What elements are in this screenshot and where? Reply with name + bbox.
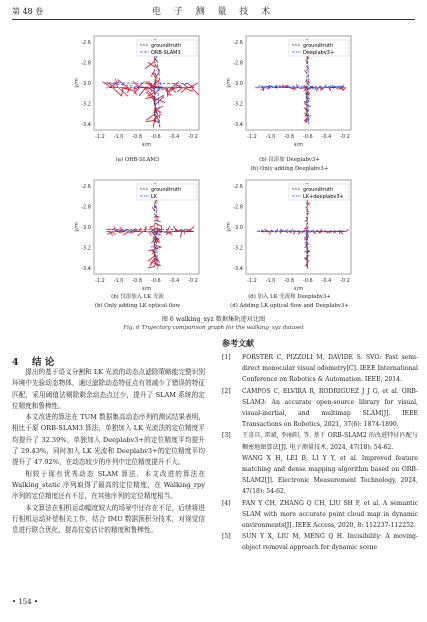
x-tick-label: -0.6 <box>302 134 313 140</box>
reference-number: [3] <box>222 432 231 440</box>
section-number: 4 <box>12 357 19 368</box>
reference-text: CAMPOS C, ELVIRA R, RODRIGUEZ J J G, et al. ORB-SLAM3: An accurate open-source library for visual, visual-inertial, and multimap SLAM[J]. IEEE Transactions on Robotics, 2021, 37(6): 1874-1890. <box>242 387 418 429</box>
reference-text: 王喜旦, 雷斌, 李丽阳, 等. 基于 ORB-SLAM2 的改进特征匹配与稠密地图算法[J]. 电子测量技术, 2024, 47(18): 54-62. <box>242 432 418 451</box>
panel-b-caption-cn: (b) 仅添加 Deeplabv3+ <box>259 157 320 163</box>
reference-text: FAN Y CH, ZHANG Q CH, LIU SH F, et al. A semantic SLAM with more accurate point cloud map in dynamic environments[J]. IEEE Access, 2020, 8: 112237-112252. <box>242 499 418 530</box>
x-axis-label: x/m <box>293 286 304 292</box>
legend-label: groundtruth <box>303 187 334 193</box>
trajectory-plot-a <box>70 28 205 152</box>
conclusion-paragraph: 提出的基于语义分割和 LK 光流的动态点滤除策略能完整识别环境中先验动态物体，通过滤除动态特征点有效减少了错误的特征匹配，采用阈值法剔除剩余动态点过少，提升了 SLAM 系统的定位精度和鲁棒性。 <box>12 368 205 410</box>
trajectory-plot-b <box>222 28 357 152</box>
y-tick-label: -3.2 <box>233 101 243 108</box>
x-axis-label: x/m <box>293 142 304 148</box>
y-axis-label: y/m <box>74 78 80 88</box>
y-tick-label: -2.6 <box>81 40 91 46</box>
conclusion-paragraph: 相较于现有优秀动态 SLAM 算法，本文改进的算法在 Walking_static 序列取得了最高的定位精度，在 Walking_rpy 序列的定位精度还有不足，在其他序列的定位精度相当。 <box>12 469 205 501</box>
y-tick-label: -3.4 <box>233 122 243 128</box>
panel-d-caption-en: (d) Adding LK optical flow and Deeplabv3+ <box>230 303 349 309</box>
x-tick-label: -0.8 <box>132 278 143 284</box>
x-tick-label: -0.2 <box>188 134 198 140</box>
x-tick-label: -1.0 <box>265 278 276 284</box>
panel-a-caption: (a) ORB-SLAM3 <box>115 157 160 163</box>
x-tick-label: -0.2 <box>340 278 350 284</box>
legend-label: LK <box>151 194 158 200</box>
x-tick-label: -0.8 <box>132 134 143 140</box>
x-tick-label: -0.6 <box>150 134 161 140</box>
x-tick-label: -1.0 <box>113 278 124 284</box>
x-tick-label: -1.2 <box>247 278 257 284</box>
panel-c-caption-cn: (b) 仅添加入 LK 光流 <box>111 294 164 300</box>
x-tick-label: -0.8 <box>284 278 295 284</box>
page-number: • 154 • <box>12 598 39 606</box>
x-tick-label: -0.2 <box>340 134 350 140</box>
error-segment <box>306 226 307 227</box>
panel-d-caption-cn: (d) 加入 LK 光流和 Deeplabv3+ <box>248 294 331 300</box>
page-header <box>12 4 415 18</box>
legend-label: LK+deeplabv3+ <box>303 194 344 200</box>
x-tick-label: -0.4 <box>169 134 180 140</box>
y-tick-label: -3.4 <box>233 266 243 272</box>
y-tick-label: -3.4 <box>81 266 91 272</box>
y-tick-label: -2.6 <box>233 40 243 46</box>
section-title: 结 论 <box>31 357 55 368</box>
y-tick-label: -2.8 <box>233 204 243 211</box>
references-heading: 参考文献 <box>222 338 254 348</box>
y-tick-label: -2.8 <box>233 60 243 67</box>
x-tick-label: -0.2 <box>188 278 198 284</box>
reference-list <box>222 352 418 554</box>
legend-label: Deeplabv3+ <box>303 50 335 56</box>
y-axis-label: y/m <box>226 78 232 88</box>
x-axis-label: x/m <box>141 142 152 148</box>
reference-number: [1] <box>222 354 231 361</box>
reference-text: FORSTER C, PIZZOLI M, DAVIDE S. SVO: Fast semi-direct monocular visual odometry[C]. IEEE International Conference on Robotics & Automation. IEEE, 2014. <box>242 354 418 384</box>
error-segment <box>184 232 185 235</box>
x-tick-label: -0.4 <box>321 278 332 284</box>
x-tick-label: -0.6 <box>302 278 313 284</box>
plot-svg <box>70 172 205 296</box>
y-tick-label: -2.6 <box>233 184 243 190</box>
y-axis-label: y/m <box>226 222 232 232</box>
plot-svg <box>222 172 357 296</box>
x-tick-label: -1.0 <box>265 134 276 140</box>
x-axis-label: x/m <box>141 286 152 292</box>
y-tick-label: -3.2 <box>81 245 91 252</box>
y-tick-label: -2.8 <box>81 204 91 211</box>
figure-caption: 图 6 walking_xyz 数据集轨迹对比图 <box>161 316 266 323</box>
plot-svg <box>70 28 205 152</box>
reference-item <box>222 352 418 386</box>
figure-caption-en: Fig. 6 Trajectory comparison graph for the walking_xyz dataset <box>123 325 304 331</box>
x-tick-label: -1.0 <box>113 134 124 140</box>
reference-text: WANG X H, LEI B, LI Y Y, et al. Improved feature matching and dense mapping algorithm based on ORB-SLAM2[J]. Electronic Measurement Technology, 2024, 47(18): 54-62. <box>242 454 418 496</box>
legend-label: groundtruth <box>151 43 182 49</box>
y-tick-label: -2.8 <box>81 60 91 67</box>
reference-number: [5] <box>222 533 231 541</box>
conclusion-paragraph: 本文改进的算法在 TUM 数据集高动态序列的测试结果表明，相比于原 ORB-SLAM3 算法，单独加入 LK 光流法的定位精度平均提升了 32.39%，单独加入 Deeplabv3+的定位精度平均提升了 29.43%，同时加入 LK 光流和 Deeplabv3+的定位精度平均提升了 47.92%，在动态较少的序列中定位精度提升不大。 <box>12 413 205 467</box>
conclusion-paragraph: 本文算法在相机运动幅度较大的场景中还存在不足，后续将进行相机运动补偿相关工作，结合 IMU 数据预积分技术，对视觉信息进行联合优化，提高位姿估计的精度和鲁棒性。 <box>12 503 205 535</box>
x-tick-label: -0.6 <box>150 278 161 284</box>
y-tick-label: -3.4 <box>81 122 91 128</box>
legend-label: groundtruth <box>303 43 334 49</box>
legend-label: ORB-SLAM3 <box>151 50 181 56</box>
x-tick-label: -0.4 <box>169 278 180 284</box>
reference-number: [2] <box>222 387 231 395</box>
trajectory-plot-d <box>222 172 357 296</box>
reference-item <box>222 453 418 498</box>
x-tick-label: -1.2 <box>95 134 105 140</box>
y-tick-label: -3.2 <box>81 101 91 108</box>
volume-label: 第 48 卷 <box>12 7 44 16</box>
x-tick-label: -1.2 <box>95 278 105 284</box>
y-tick-label: -3.0 <box>233 81 243 87</box>
reference-item <box>222 531 418 553</box>
x-tick-label: -1.2 <box>247 134 257 140</box>
legend-label: groundtruth <box>151 187 182 193</box>
reference-item <box>222 430 418 452</box>
y-tick-label: -3.2 <box>233 245 243 252</box>
panel-b-caption-en: (b) Only adding Deeplabv3+ <box>250 166 329 172</box>
y-tick-label: -2.6 <box>81 184 91 190</box>
conclusion-body <box>12 367 205 536</box>
x-tick-label: -0.8 <box>284 134 295 140</box>
x-tick-label: -0.4 <box>321 134 332 140</box>
reference-number: [4] <box>222 499 231 507</box>
y-tick-label: -3.0 <box>233 225 243 231</box>
y-tick-label: -3.0 <box>81 81 91 87</box>
journal-title: 电 子 测 量 技 术 <box>151 7 276 17</box>
section-heading <box>12 354 54 368</box>
y-axis-label: y/m <box>74 222 80 232</box>
trajectory-plot-c <box>70 172 205 296</box>
panel-c-caption-en: (b) Only adding LK optical flow <box>94 303 181 309</box>
header-rule <box>12 19 415 20</box>
plot-svg <box>222 28 357 152</box>
reference-text: SUN Y X, LIU M, MENG Q H. Invisibility: A moving-object removal approach for dynamic scene <box>242 533 418 552</box>
y-tick-label: -3.0 <box>81 225 91 231</box>
reference-item <box>222 498 418 532</box>
reference-item <box>222 386 418 431</box>
